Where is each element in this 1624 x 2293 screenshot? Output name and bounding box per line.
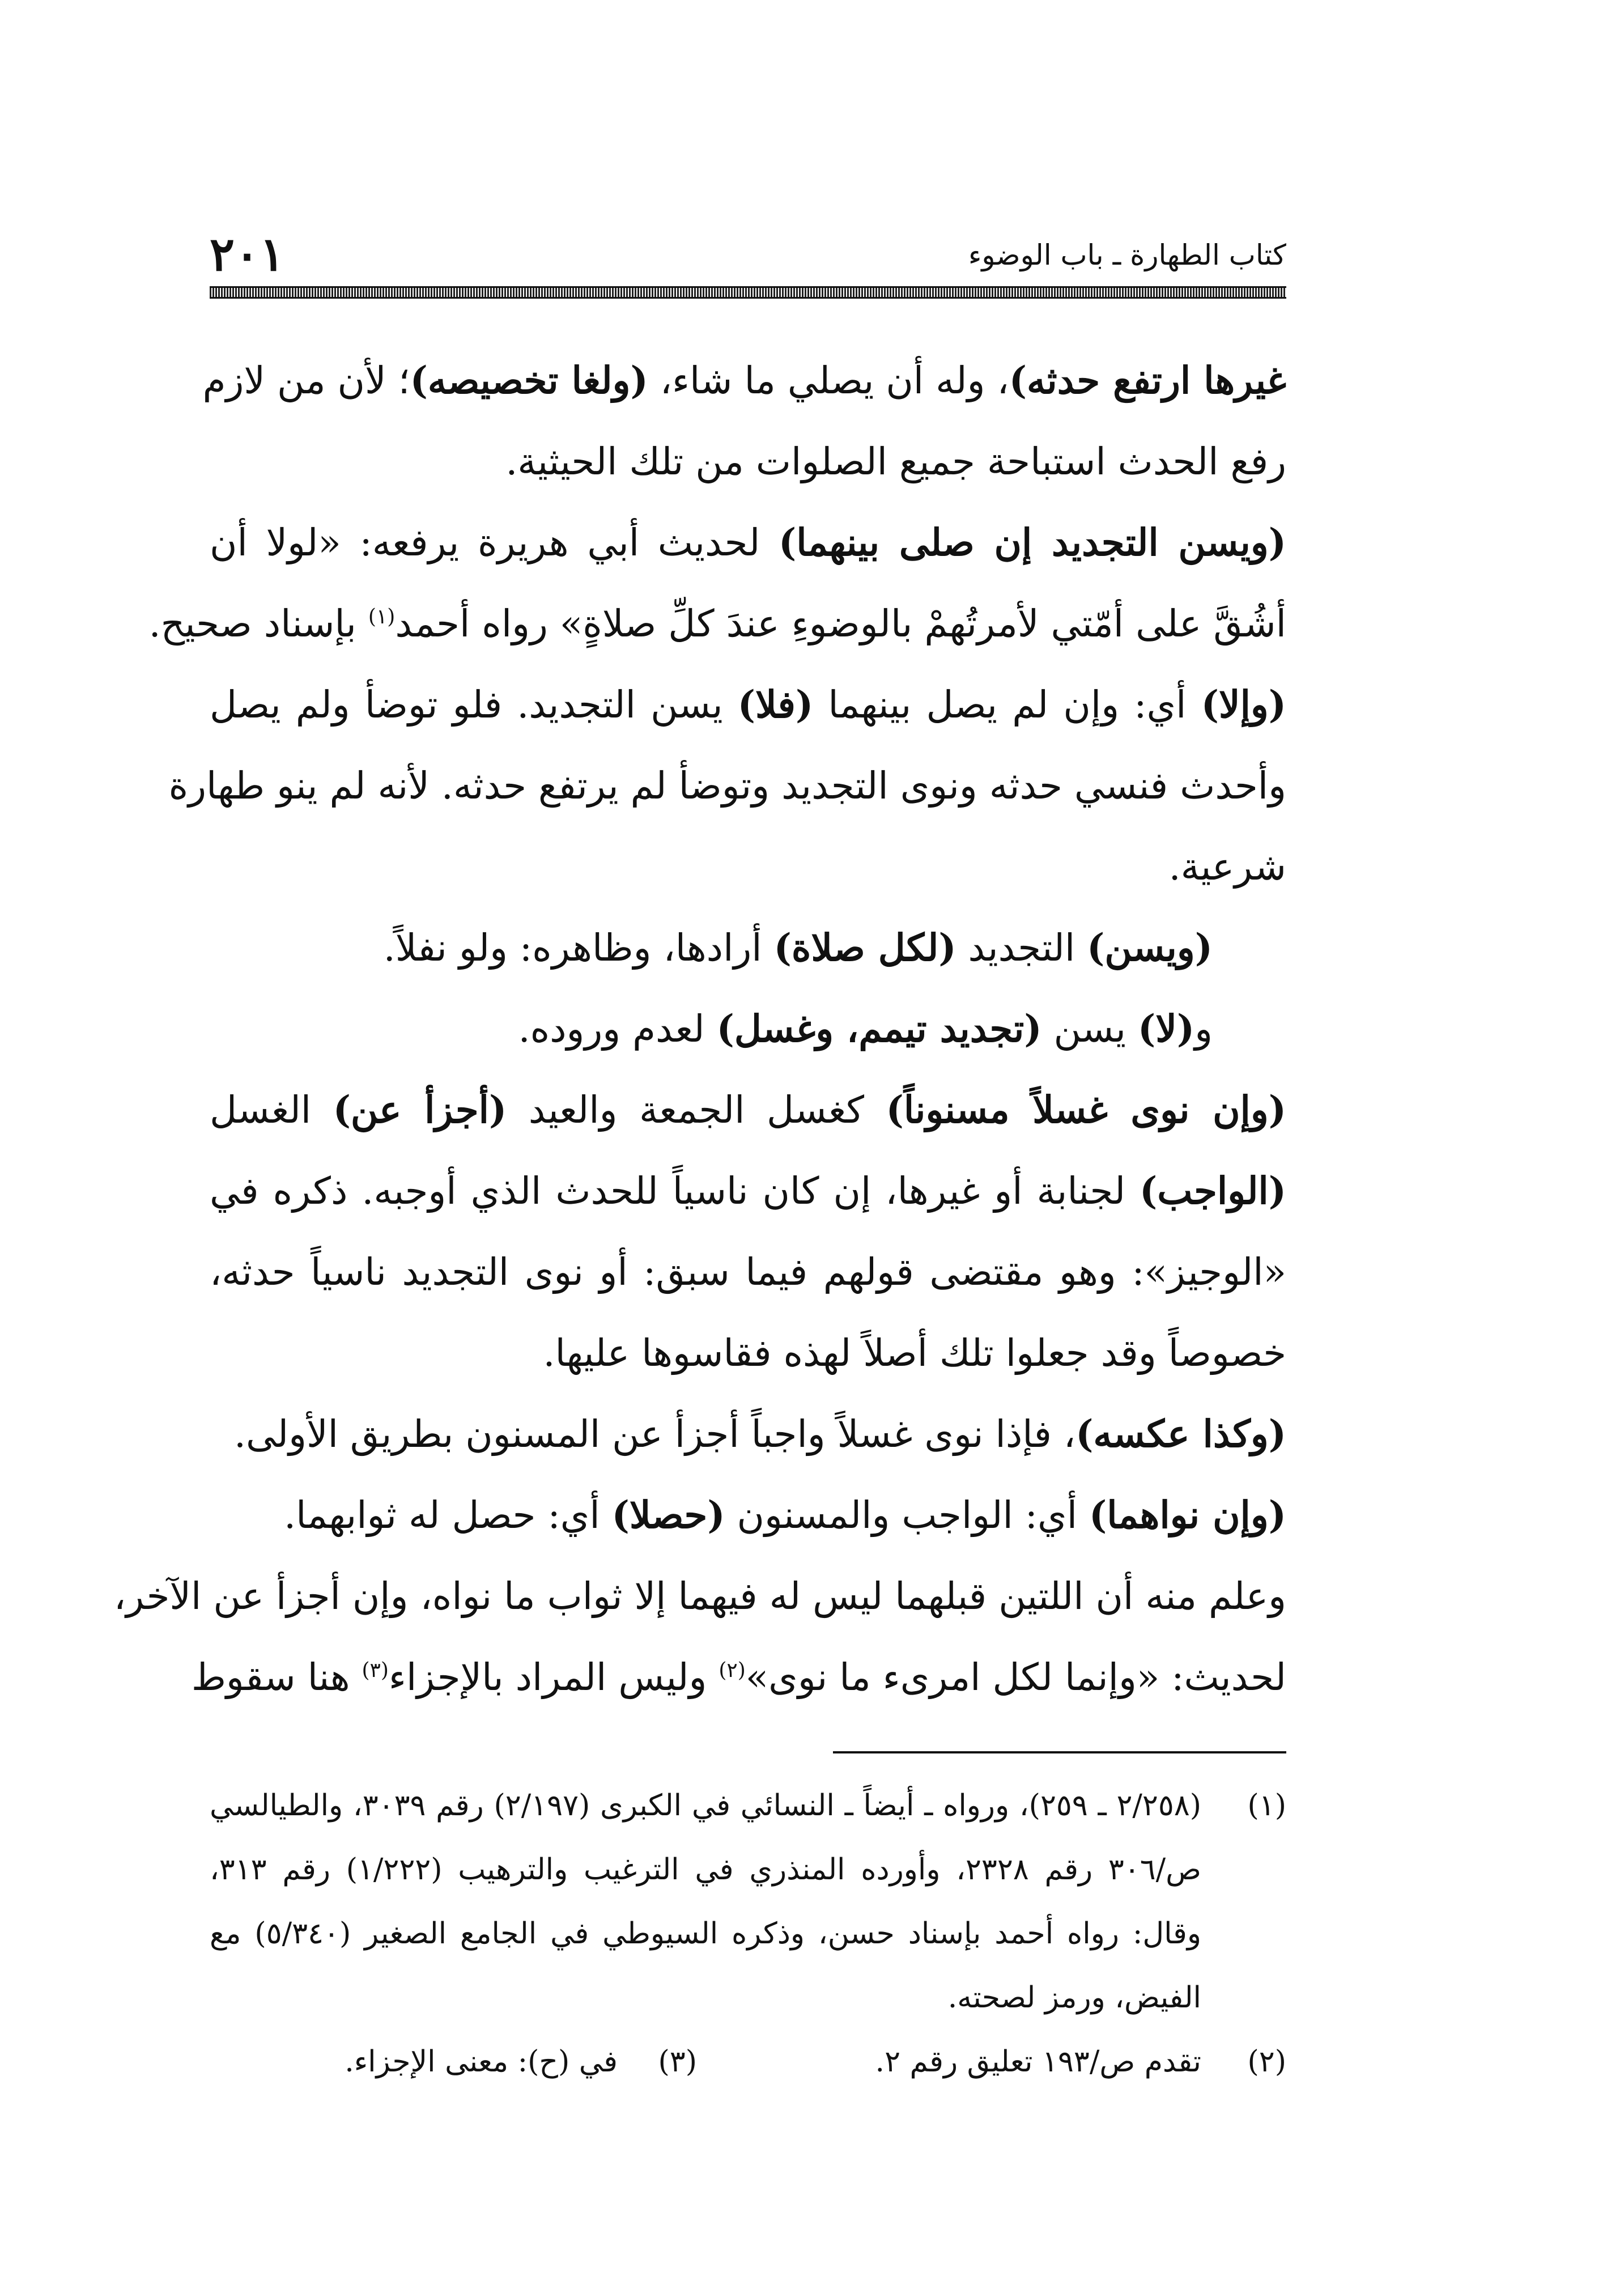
commentary-text: ، فإذا نوى غسلاً واجباً أجزأ عن المسنون بطريق الأولى.: [233, 1412, 1076, 1456]
text-line: [210, 502, 1286, 583]
matn-text: (حصلا): [611, 1493, 725, 1537]
commentary-text: كغسل الجمعة والعيد: [507, 1088, 886, 1132]
footnotes: [210, 1774, 1286, 2094]
commentary-text: وليس المراد بالإجزاء: [388, 1655, 719, 1699]
footnote-marker: (٣): [362, 1659, 389, 1682]
matn-text: (تجديد تيمم، وغسل): [716, 1007, 1042, 1051]
text-line: [168, 745, 1286, 826]
footnote-1-text: ص/٣٠٦ رقم ٢٣٢٨، وأورده المنذري في الترغيب والترهيب (١/٢٢٢) رقم ٣١٣،: [210, 1853, 1202, 1887]
commentary-text: لحديث أبي هريرة يرفعه: «لولا أن: [210, 521, 779, 564]
footnote-1-line-2: [210, 1838, 1286, 1902]
footnote-1-number: (١): [1247, 1789, 1286, 1823]
footnote-1-line-4: [210, 1966, 1286, 2030]
text-line: [210, 1313, 1286, 1394]
commentary-text: خصوصاً وقد جعلوا تلك أصلاً لهذه فقاسوها عليها.: [543, 1331, 1286, 1375]
commentary-text: «الوجيز»: وهو مقتضى قولهم فيما سبق: أو نوى التجديد ناسياً حدثه،: [210, 1250, 1286, 1294]
commentary-text: التجديد: [956, 926, 1087, 970]
footnote-marker: (١): [368, 605, 396, 629]
footnote-1-text: وقال: رواه أحمد بإسناد حسن، وذكره السيوطي في الجامع الصغير (٥/٣٤٠) مع: [210, 1917, 1201, 1951]
commentary-text: ؛ لأن من لازم: [202, 359, 410, 402]
matn-text: (فلا): [737, 682, 814, 727]
header-divider: [210, 286, 1286, 299]
footnote-1-line-3: [210, 1902, 1286, 1966]
chapter-title: كتاب الطهارة ـ باب الوضوء: [968, 239, 1286, 271]
commentary-text: رفع الحدث استباحة جميع الصلوات من تلك الحيثية.: [505, 440, 1286, 483]
commentary-text: هنا سقوط: [191, 1655, 362, 1699]
commentary-text: لحديث: «وإنما لكل امرىء ما نوى»: [745, 1655, 1286, 1699]
running-header: [210, 227, 1286, 282]
commentary-text: أرادها، وظاهره: ولو نفلاً.: [383, 926, 774, 970]
matn-text: غيرها ارتفع حدثه): [1009, 358, 1286, 402]
matn-text: (لكل صلاة): [773, 925, 956, 970]
commentary-text: بإسناد صحيح.: [148, 602, 368, 646]
commentary-text: وعلم منه أن اللتين قبلهما ليس له فيهما إلا ثواب ما نواه، وإن أجزأ عن الآخر،: [113, 1574, 1286, 1618]
matn-text: (ويسن): [1087, 925, 1213, 970]
footnote-2-3-line: [210, 2030, 1286, 2094]
commentary-text: أي: وإن لم يصل بينهما: [813, 683, 1201, 727]
commentary-text: لجنابة أو غيرها، إن كان ناسياً للحدث الذي أوجبه. ذكره في: [210, 1169, 1140, 1213]
text-line: [210, 1150, 1286, 1232]
text-line: [210, 1475, 1286, 1556]
text-line: [210, 826, 1286, 907]
matn-text: (أجزأ عن): [333, 1088, 507, 1132]
footnote-2-number: (٢): [1247, 2045, 1286, 2079]
text-line: [210, 664, 1286, 745]
footnote-3-number: (٣): [658, 2045, 697, 2079]
matn-text: (ولغا تخصيصه): [410, 358, 648, 402]
commentary-text: أشُقَّ على أمّتي لأمرتُهمْ بالوضوءِ عندَ كلِّ صلاةٍ» رواه أحمد: [395, 602, 1286, 646]
text-line: [210, 1232, 1286, 1313]
matn-text: (وإلا): [1201, 682, 1287, 727]
page-number: ٢٠١: [210, 227, 285, 282]
footnote-1-line-1: [210, 1774, 1286, 1838]
commentary-text: ، وله أن يصلي ما شاء،: [648, 359, 1009, 402]
footnote-3-text: في (ح): معنى الإجزاء.: [345, 2045, 618, 2079]
matn-text: (ويسن التجديد إن صلى بينهما): [779, 520, 1286, 564]
commentary-text: أي: حصل له ثوابهما.: [284, 1493, 612, 1537]
commentary-text: يسن: [1041, 1007, 1138, 1051]
footnote-divider: [833, 1751, 1286, 1753]
main-text: [113, 340, 1287, 1718]
matn-text: (وإن نوى غسلاً مسنوناً): [886, 1088, 1286, 1132]
text-line: [113, 1556, 1286, 1637]
matn-text: (الواجب): [1140, 1169, 1286, 1213]
text-line: [191, 1637, 1286, 1718]
text-line: [210, 1394, 1286, 1475]
footnote-marker: (٢): [719, 1659, 746, 1682]
footnote-2-text: تقدم ص/١٩٣ تعليق رقم ٢.: [875, 2045, 1201, 2079]
matn-text: (وكذا عكسه): [1075, 1412, 1286, 1456]
commentary-text: شرعية.: [1168, 845, 1286, 889]
commentary-text: وأحدث فنسي حدثه ونوى التجديد وتوضأ لم يرتفع حدثه. لأنه لم ينو طهارة: [168, 764, 1286, 808]
text-line: [210, 988, 1286, 1069]
text-line: [148, 583, 1286, 664]
commentary-text: الغسل: [210, 1088, 333, 1132]
matn-text: (لا): [1138, 1007, 1195, 1051]
commentary-text: لعدم وروده.: [518, 1007, 717, 1051]
matn-text: (وإن نواهما): [1089, 1493, 1286, 1537]
text-line: [202, 340, 1286, 421]
footnote-1-text: (٢/٢٥٨ ـ ٢٥٩)، ورواه ـ أيضاً ـ النسائي في الكبرى (٢/١٩٧) رقم ٣٠٣٩، والطيالسي: [210, 1789, 1202, 1823]
commentary-text: يسن التجديد. فلو توضأ ولم يصل: [210, 683, 738, 727]
commentary-text: أي: الواجب والمسنون: [725, 1493, 1090, 1537]
footnote-1-text: الفيض، ورمز لصحته.: [947, 1981, 1201, 2015]
text-line: [210, 1069, 1286, 1150]
commentary-text: و: [1194, 1007, 1213, 1051]
text-line: [210, 421, 1286, 502]
text-line: [210, 907, 1286, 988]
